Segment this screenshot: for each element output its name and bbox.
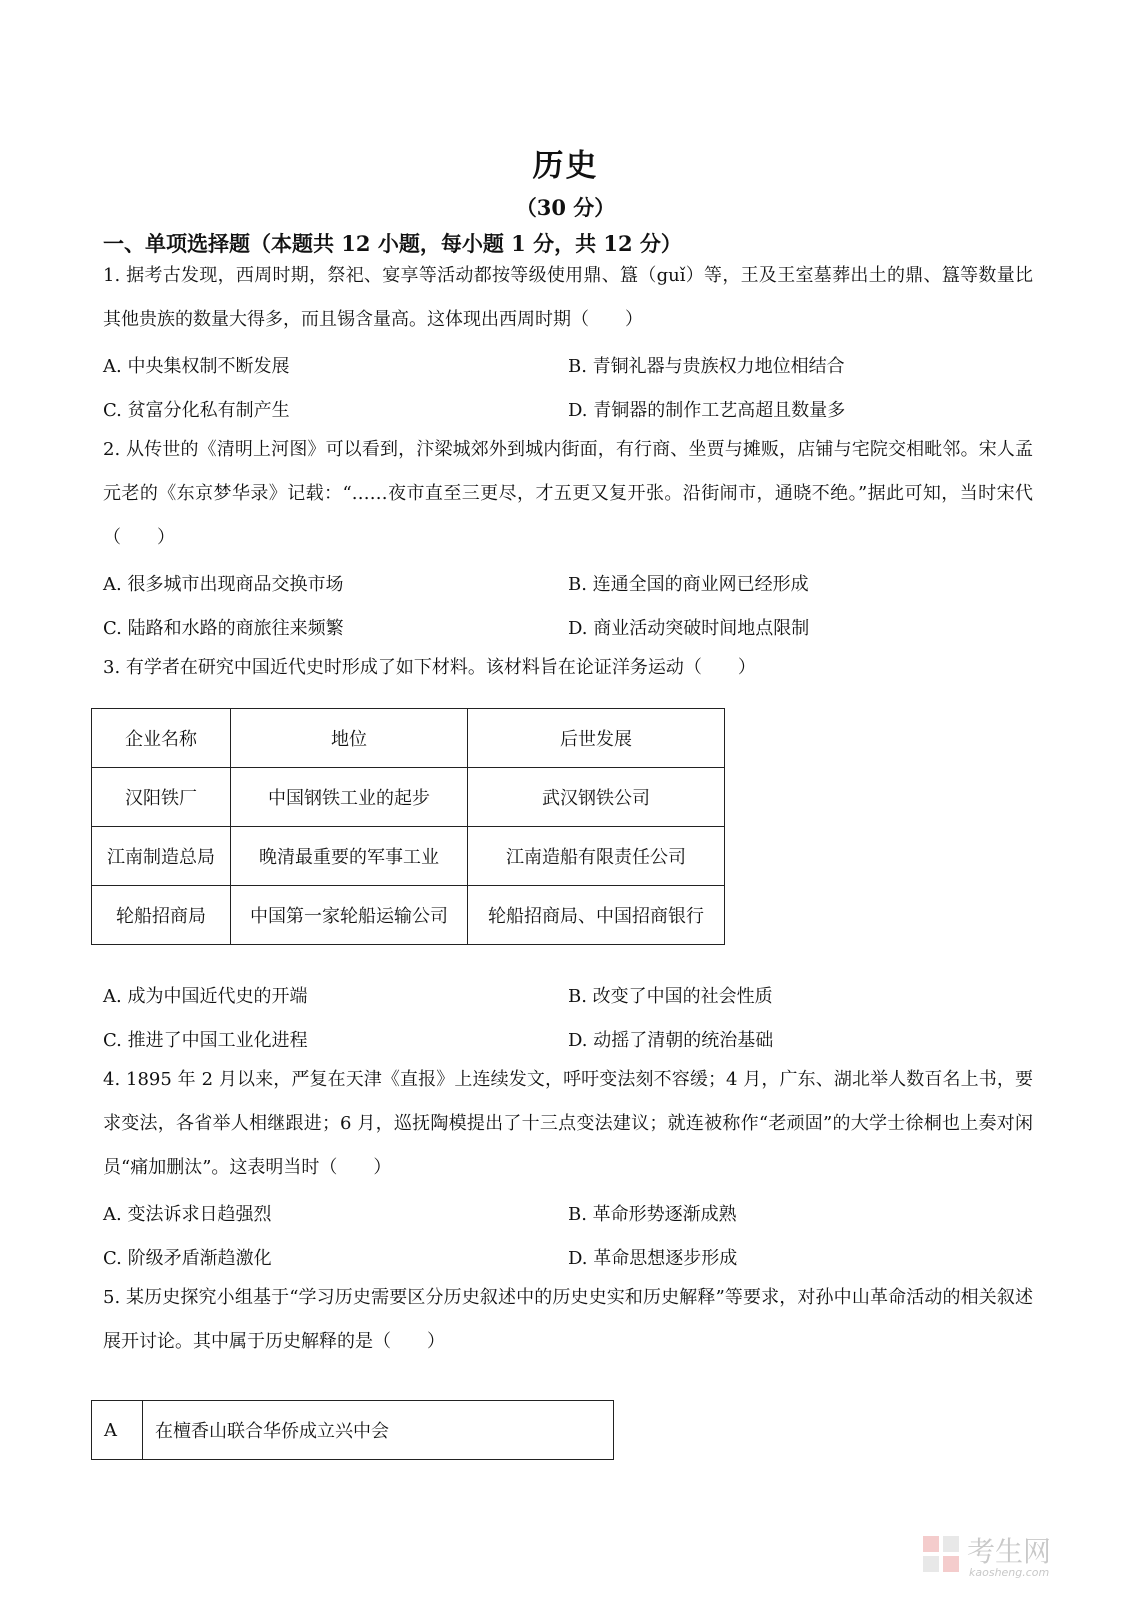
question-4-option-b: B. 革命形势逐渐成熟 xyxy=(568,1204,737,1225)
total-score: （30 分） xyxy=(515,195,616,220)
table-row xyxy=(92,1401,614,1460)
table-header-cell: 后世发展 xyxy=(468,709,725,768)
question-4-option-c: C. 阶级矛盾渐趋激化 xyxy=(103,1248,272,1269)
table-cell: 江南制造总局 xyxy=(92,827,231,886)
page-title: 历史 xyxy=(532,148,599,184)
question-2-option-c: C. 陆路和水路的商旅往来频繁 xyxy=(103,618,344,639)
table-row xyxy=(92,886,725,945)
table-cell-label: A xyxy=(92,1401,143,1460)
question-4-option-a: A. 变法诉求日趋强烈 xyxy=(103,1204,272,1225)
question-2-option-d: D. 商业活动突破时间地点限制 xyxy=(568,618,810,639)
question-3-option-b: B. 改变了中国的社会性质 xyxy=(568,986,773,1007)
table-cell: 江南造船有限责任公司 xyxy=(468,827,725,886)
question-4-option-d: D. 革命思想逐步形成 xyxy=(568,1248,738,1269)
table-header-row xyxy=(92,709,725,768)
question-1-option-d: D. 青铜器的制作工艺高超且数量多 xyxy=(568,400,846,421)
question-2-option-b: B. 连通全国的商业网已经形成 xyxy=(568,574,809,595)
watermark xyxy=(921,1530,1091,1578)
watermark-brand: 考生网 xyxy=(967,1535,1052,1568)
table-cell: 在檀香山联合华侨成立兴中会 xyxy=(143,1401,614,1460)
table-cell: 轮船招商局 xyxy=(92,886,231,945)
table-row xyxy=(92,827,725,886)
table-cell: 晚清最重要的军事工业 xyxy=(231,827,468,886)
table-header-cell: 地位 xyxy=(231,709,468,768)
table-cell: 中国第一家轮船运输公司 xyxy=(231,886,468,945)
table-cell: 中国钢铁工业的起步 xyxy=(231,768,468,827)
question-3-option-a: A. 成为中国近代史的开端 xyxy=(103,986,308,1007)
question-5-stem: 5. 某历史探究小组基于“学习历史需要区分历史叙述中的历史史实和历史解释”等要求，对孙中山革命活动的相关叙述展开讨论。其中属于历史解释的是（ ） xyxy=(103,1287,1033,1352)
question-3-option-c: C. 推进了中国工业化进程 xyxy=(103,1030,308,1051)
table-cell: 汉阳铁厂 xyxy=(92,768,231,827)
question-4-stem: 4. 1895 年 2 月以来，严复在天津《直报》上连续发文，呼吁变法刻不容缓；4 月，广东、湖北举人数百名上书，要求变法，各省举人相继跟进；6 月，巡抚陶模提出了十三点变法建议；就连被称作“老顽固”的大学士徐桐也上奏对闲员“痛加删汰”。这表明当时（ ） xyxy=(103,1069,1033,1178)
question-1-stem: 1. 据考古发现，西周时期，祭祀、宴享等活动都按等级使用鼎、簋（guǐ）等，王及王室墓葬出土的鼎、簋等数量比其他贵族的数量大得多，而且锡含量高。这体现出西周时期（ ） xyxy=(103,265,1033,330)
question-1-option-b: B. 青铜礼器与贵族权力地位相结合 xyxy=(568,356,845,377)
watermark-url: kaosheng.com xyxy=(969,1566,1050,1579)
question-3-stem: 3. 有学者在研究中国近代史时形成了如下材料。该材料旨在论证洋务运动（ ） xyxy=(103,657,756,678)
question-3-table xyxy=(91,708,725,945)
logo-mark-icon xyxy=(921,1534,961,1574)
question-3-option-d: D. 动摇了清朝的统治基础 xyxy=(568,1030,774,1051)
table-row xyxy=(92,768,725,827)
section-heading: 一、单项选择题（本题共 12 小题，每小题 1 分，共 12 分） xyxy=(103,231,682,256)
table-header-cell: 企业名称 xyxy=(92,709,231,768)
question-2-stem: 2. 从传世的《清明上河图》可以看到，汴梁城郊外到城内街面，有行商、坐贾与摊贩，店铺与宅院交相毗邻。宋人孟元老的《东京梦华录》记载：“……夜市直至三更尽，才五更又复开张。沿街闹市，通晓不绝。”据此可知，当时宋代（ ） xyxy=(103,439,1033,548)
question-2-option-a: A. 很多城市出现商品交换市场 xyxy=(103,574,344,595)
table-cell: 武汉钢铁公司 xyxy=(468,768,725,827)
question-5-table xyxy=(91,1400,614,1460)
table-cell: 轮船招商局、中国招商银行 xyxy=(468,886,725,945)
question-1-option-c: C. 贫富分化私有制产生 xyxy=(103,400,290,421)
question-1-option-a: A. 中央集权制不断发展 xyxy=(103,356,290,377)
